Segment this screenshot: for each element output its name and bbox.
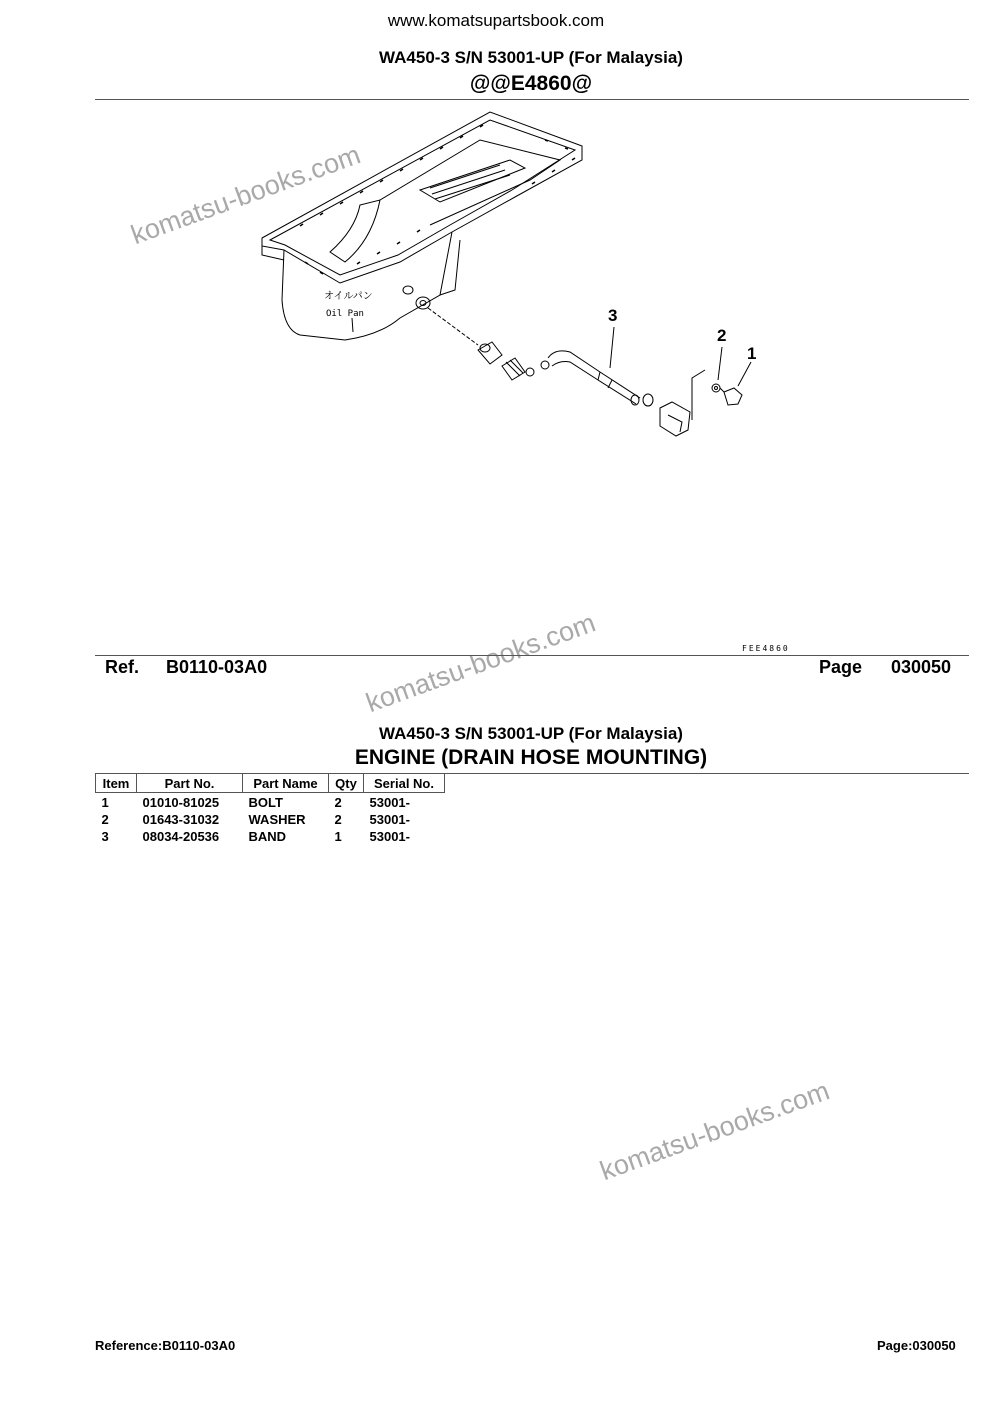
page-label: Page xyxy=(819,657,863,677)
page-value: 030050 xyxy=(891,657,952,677)
cell-item: 2 xyxy=(101,811,109,827)
header-model: WA450-3 S/N 53001-UP (For Malaysia) xyxy=(379,48,683,67)
exploded-view-drawing xyxy=(0,100,992,650)
cell-serial-no: 53001- xyxy=(369,794,410,810)
section-model: WA450-3 S/N 53001-UP (For Malaysia) xyxy=(379,724,683,743)
cell-qty: 2 xyxy=(334,794,342,810)
cell-part-name: WASHER xyxy=(248,811,306,827)
col-part-no: Part No. xyxy=(137,774,243,793)
cell-serial-no: 53001- xyxy=(369,811,410,827)
cell-item: 1 xyxy=(101,794,109,810)
table-row xyxy=(96,827,445,844)
cell-part-no: 01010-81025 xyxy=(142,794,220,810)
header-code: @@E4860@ xyxy=(469,72,593,95)
callout-2: 2 xyxy=(717,326,727,345)
cell-qty: 2 xyxy=(334,811,342,827)
footer-page: Page:030050 xyxy=(877,1338,956,1353)
parts-table xyxy=(95,774,445,844)
ref-label: Ref. xyxy=(105,657,140,677)
callout-1: 1 xyxy=(747,344,757,363)
watermark-2: komatsu-books.com xyxy=(362,607,600,719)
cell-qty: 1 xyxy=(334,828,342,844)
oil-pan-flange xyxy=(262,112,582,283)
pan-label-en: Oil Pan xyxy=(326,309,364,319)
table-header-row xyxy=(96,774,445,793)
col-serial-no: Serial No. xyxy=(364,774,445,793)
ref-value: B0110-03A0 xyxy=(166,657,268,677)
ref-divider xyxy=(95,655,969,656)
table-row xyxy=(96,793,445,811)
watermark-1: komatsu-books.com xyxy=(127,139,365,251)
oil-pan-flange-inner xyxy=(270,120,575,275)
col-item: Item xyxy=(96,774,137,793)
col-part-name: Part Name xyxy=(243,774,329,793)
watermark-3: komatsu-books.com xyxy=(596,1075,834,1187)
table-row xyxy=(96,810,445,827)
section-title: ENGINE (DRAIN HOSE MOUNTING) xyxy=(354,746,708,769)
cell-part-name: BAND xyxy=(248,828,287,844)
cell-item: 3 xyxy=(101,828,109,844)
pan-label-jp: オイルパン xyxy=(324,291,373,302)
callout-3: 3 xyxy=(608,306,618,325)
cell-part-no: 08034-20536 xyxy=(142,828,220,844)
cell-part-no: 01643-31032 xyxy=(142,811,220,827)
site-url: www.komatsupartsbook.com xyxy=(387,11,605,30)
drawing-code: FEE4860 xyxy=(742,644,790,653)
col-qty: Qty xyxy=(329,774,364,793)
cell-serial-no: 53001- xyxy=(369,828,410,844)
cell-part-name: BOLT xyxy=(248,794,283,810)
footer-reference: Reference:B0110-03A0 xyxy=(95,1338,236,1353)
